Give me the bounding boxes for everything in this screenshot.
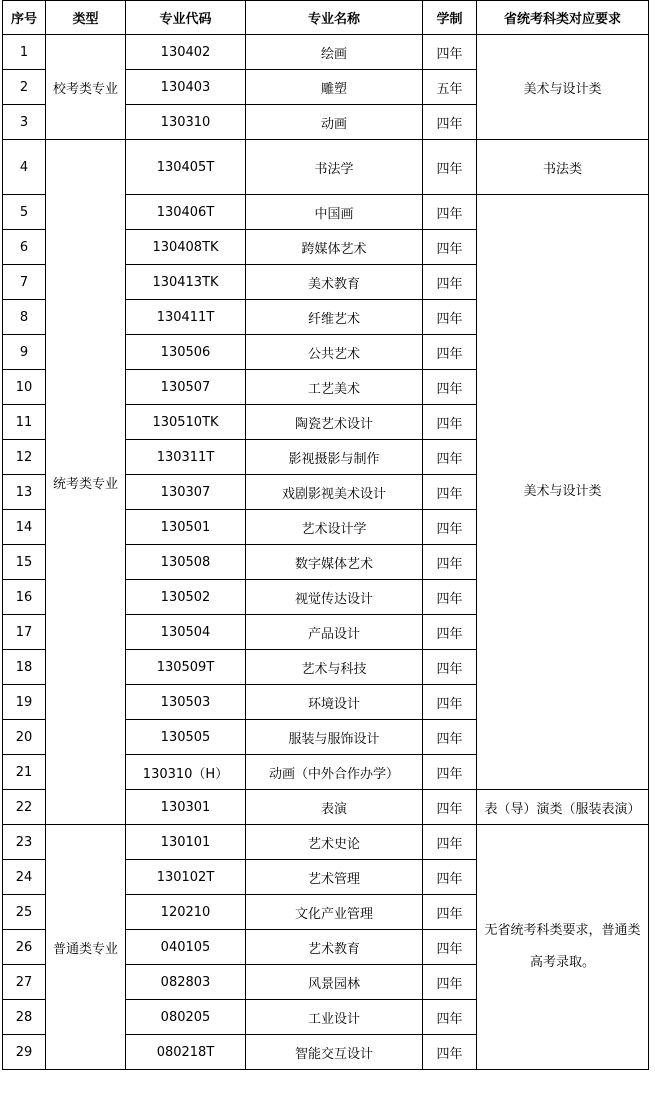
cell-years: 四年 [423, 650, 477, 685]
cell-years: 四年 [423, 440, 477, 475]
cell-name: 艺术史论 [246, 825, 423, 860]
cell-requirement: 美术与设计类 [477, 195, 649, 790]
cell-name: 工业设计 [246, 1000, 423, 1035]
cell-no: 21 [3, 755, 46, 790]
cell-no: 4 [3, 140, 46, 195]
cell-code: 130502 [126, 580, 246, 615]
cell-code: 130301 [126, 790, 246, 825]
header-code: 专业代码 [126, 1, 246, 35]
cell-name: 艺术管理 [246, 860, 423, 895]
cell-name: 表演 [246, 790, 423, 825]
cell-code: 130408TK [126, 230, 246, 265]
cell-code: 130411T [126, 300, 246, 335]
cell-years: 四年 [423, 335, 477, 370]
cell-name: 环境设计 [246, 685, 423, 720]
cell-name: 书法学 [246, 140, 423, 195]
cell-type: 普通类专业 [46, 825, 126, 1070]
cell-code: 130508 [126, 545, 246, 580]
cell-name: 文化产业管理 [246, 895, 423, 930]
cell-code: 130507 [126, 370, 246, 405]
cell-years: 四年 [423, 35, 477, 70]
cell-code: 130506 [126, 335, 246, 370]
cell-years: 四年 [423, 755, 477, 790]
table-body [3, 35, 649, 1070]
cell-no: 8 [3, 300, 46, 335]
cell-no: 29 [3, 1035, 46, 1070]
cell-requirement: 书法类 [477, 140, 649, 195]
cell-code: 130501 [126, 510, 246, 545]
majors-table [2, 0, 649, 1070]
cell-years: 四年 [423, 1000, 477, 1035]
cell-name: 陶瓷艺术设计 [246, 405, 423, 440]
cell-no: 10 [3, 370, 46, 405]
cell-code: 130102T [126, 860, 246, 895]
cell-code: 080205 [126, 1000, 246, 1035]
header-row [3, 1, 649, 35]
cell-no: 2 [3, 70, 46, 105]
cell-no: 3 [3, 105, 46, 140]
cell-code: 080218T [126, 1035, 246, 1070]
cell-no: 20 [3, 720, 46, 755]
cell-code: 130310 [126, 105, 246, 140]
cell-no: 7 [3, 265, 46, 300]
cell-name: 艺术与科技 [246, 650, 423, 685]
cell-code: 130101 [126, 825, 246, 860]
cell-code: 130307 [126, 475, 246, 510]
cell-name: 数字媒体艺术 [246, 545, 423, 580]
cell-years: 四年 [423, 930, 477, 965]
cell-code: 130403 [126, 70, 246, 105]
header-type: 类型 [46, 1, 126, 35]
cell-name: 绘画 [246, 35, 423, 70]
cell-no: 27 [3, 965, 46, 1000]
cell-years: 四年 [423, 685, 477, 720]
cell-years: 四年 [423, 195, 477, 230]
cell-name: 公共艺术 [246, 335, 423, 370]
cell-years: 四年 [423, 580, 477, 615]
cell-code: 130413TK [126, 265, 246, 300]
header-requirement: 省统考科类对应要求 [477, 1, 649, 35]
cell-years: 四年 [423, 475, 477, 510]
table-row [3, 825, 649, 860]
cell-years: 四年 [423, 370, 477, 405]
cell-name: 服装与服饰设计 [246, 720, 423, 755]
header-no: 序号 [3, 1, 46, 35]
cell-no: 28 [3, 1000, 46, 1035]
cell-name: 风景园林 [246, 965, 423, 1000]
cell-name: 工艺美术 [246, 370, 423, 405]
cell-name: 影视摄影与制作 [246, 440, 423, 475]
cell-years: 四年 [423, 825, 477, 860]
cell-years: 五年 [423, 70, 477, 105]
cell-years: 四年 [423, 230, 477, 265]
cell-code: 130402 [126, 35, 246, 70]
cell-no: 26 [3, 930, 46, 965]
cell-no: 18 [3, 650, 46, 685]
cell-name: 动画 [246, 105, 423, 140]
cell-name: 智能交互设计 [246, 1035, 423, 1070]
cell-code: 130405T [126, 140, 246, 195]
cell-code: 130510TK [126, 405, 246, 440]
cell-name: 雕塑 [246, 70, 423, 105]
cell-code: 130503 [126, 685, 246, 720]
cell-no: 17 [3, 615, 46, 650]
cell-code: 130509T [126, 650, 246, 685]
cell-no: 1 [3, 35, 46, 70]
cell-years: 四年 [423, 265, 477, 300]
cell-no: 16 [3, 580, 46, 615]
cell-code: 130311T [126, 440, 246, 475]
cell-code: 120210 [126, 895, 246, 930]
cell-name: 动画（中外合作办学） [246, 755, 423, 790]
cell-type: 统考类专业 [46, 140, 126, 825]
cell-years: 四年 [423, 140, 477, 195]
cell-no: 12 [3, 440, 46, 475]
cell-name: 戏剧影视美术设计 [246, 475, 423, 510]
cell-years: 四年 [423, 1035, 477, 1070]
cell-requirement: 无省统考科类要求，普通类高考录取。 [477, 825, 649, 1070]
cell-no: 13 [3, 475, 46, 510]
cell-code: 130504 [126, 615, 246, 650]
cell-years: 四年 [423, 790, 477, 825]
cell-code: 130505 [126, 720, 246, 755]
cell-code: 130310（H） [126, 755, 246, 790]
header-years: 学制 [423, 1, 477, 35]
cell-years: 四年 [423, 405, 477, 440]
cell-years: 四年 [423, 300, 477, 335]
cell-years: 四年 [423, 545, 477, 580]
cell-years: 四年 [423, 965, 477, 1000]
cell-no: 19 [3, 685, 46, 720]
cell-no: 11 [3, 405, 46, 440]
cell-name: 中国画 [246, 195, 423, 230]
cell-no: 25 [3, 895, 46, 930]
cell-no: 24 [3, 860, 46, 895]
table-row [3, 35, 649, 70]
cell-name: 艺术教育 [246, 930, 423, 965]
cell-requirement: 美术与设计类 [477, 35, 649, 140]
cell-no: 9 [3, 335, 46, 370]
cell-name: 产品设计 [246, 615, 423, 650]
cell-name: 美术教育 [246, 265, 423, 300]
cell-no: 14 [3, 510, 46, 545]
cell-years: 四年 [423, 615, 477, 650]
header-name: 专业名称 [246, 1, 423, 35]
cell-code: 130406T [126, 195, 246, 230]
cell-type: 校考类专业 [46, 35, 126, 140]
cell-no: 15 [3, 545, 46, 580]
cell-name: 跨媒体艺术 [246, 230, 423, 265]
cell-requirement: 表（导）演类（服装表演） [477, 790, 649, 825]
cell-no: 23 [3, 825, 46, 860]
cell-years: 四年 [423, 510, 477, 545]
cell-name: 纤维艺术 [246, 300, 423, 335]
cell-name: 视觉传达设计 [246, 580, 423, 615]
cell-years: 四年 [423, 105, 477, 140]
table-row [3, 140, 649, 195]
cell-code: 040105 [126, 930, 246, 965]
cell-years: 四年 [423, 895, 477, 930]
cell-no: 5 [3, 195, 46, 230]
cell-no: 6 [3, 230, 46, 265]
cell-years: 四年 [423, 720, 477, 755]
cell-years: 四年 [423, 860, 477, 895]
cell-code: 082803 [126, 965, 246, 1000]
cell-name: 艺术设计学 [246, 510, 423, 545]
cell-no: 22 [3, 790, 46, 825]
